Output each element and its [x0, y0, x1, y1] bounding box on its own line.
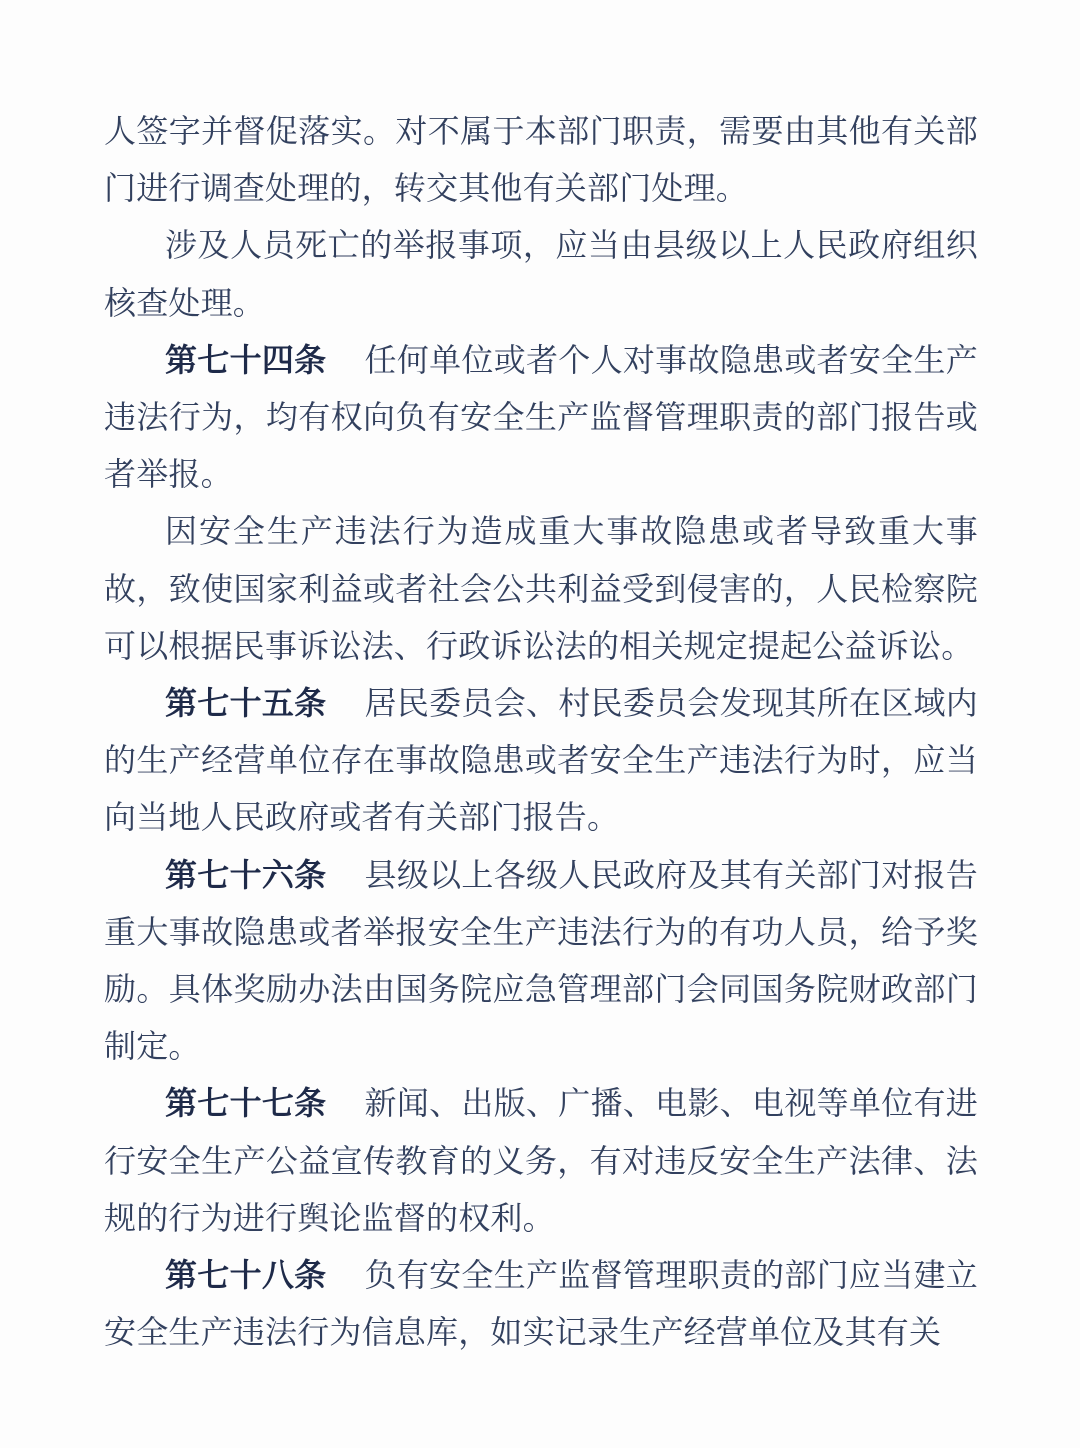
paragraph-text: 人签字并督促落实。对不属于本部门职责，需要由其他有关部门进行调查处理的，转交其他有关部门处理。	[104, 113, 978, 207]
paragraph	[104, 503, 978, 675]
paragraph-continuation	[104, 103, 978, 217]
article-number: 第七十七条	[165, 1085, 327, 1122]
paragraph-article-76	[104, 847, 978, 1076]
paragraph-text: 涉及人员死亡的举报事项，应当由县级以上人民政府组织核查处理。	[104, 227, 978, 321]
paragraph-article-78	[104, 1247, 978, 1361]
article-number: 第七十六条	[165, 856, 327, 893]
paragraph-article-74	[104, 332, 978, 504]
paragraph-text: 负有安全生产监督管理职责的部门应当建立安全生产违法行为信息库，如实记录生产经营单位及其有关	[104, 1257, 978, 1351]
article-gap	[326, 370, 364, 371]
paragraph-article-77	[104, 1075, 978, 1247]
paragraph-article-75	[104, 675, 978, 847]
article-number: 第七十五条	[165, 685, 327, 722]
article-gap	[326, 1113, 364, 1114]
paragraph-text: 县级以上各级人民政府及其有关部门对报告重大事故隐患或者举报安全生产违法行为的有功人员，给予奖励。具体奖励办法由国务院应急管理部门会同国务院财政部门制定。	[104, 856, 978, 1065]
article-number: 第七十四条	[165, 341, 327, 378]
paragraph-text: 因安全生产违法行为造成重大事故隐患或者导致重大事故，致使国家利益或者社会公共利益受到侵害的，人民检察院可以根据民事诉讼法、行政诉讼法的相关规定提起公益诉讼。	[104, 513, 978, 664]
paragraph-text: 居民委员会、村民委员会发现其所在区域内的生产经营单位存在事故隐患或者安全生产违法行为时，应当向当地人民政府或者有关部门报告。	[104, 685, 978, 836]
article-gap	[326, 1285, 364, 1286]
paragraph-text: 任何单位或者个人对事故隐患或者安全生产违法行为，均有权向负有安全生产监督管理职责的部门报告或者举报。	[104, 341, 978, 493]
legal-text-block	[104, 103, 978, 1361]
paragraph-text: 新闻、出版、广播、电影、电视等单位有进行安全生产公益宣传教育的义务，有对违反安全生产法律、法规的行为进行舆论监督的权利。	[104, 1085, 978, 1236]
article-gap	[326, 713, 364, 714]
article-number: 第七十八条	[165, 1257, 327, 1294]
article-gap	[326, 885, 364, 886]
paragraph	[104, 217, 978, 331]
